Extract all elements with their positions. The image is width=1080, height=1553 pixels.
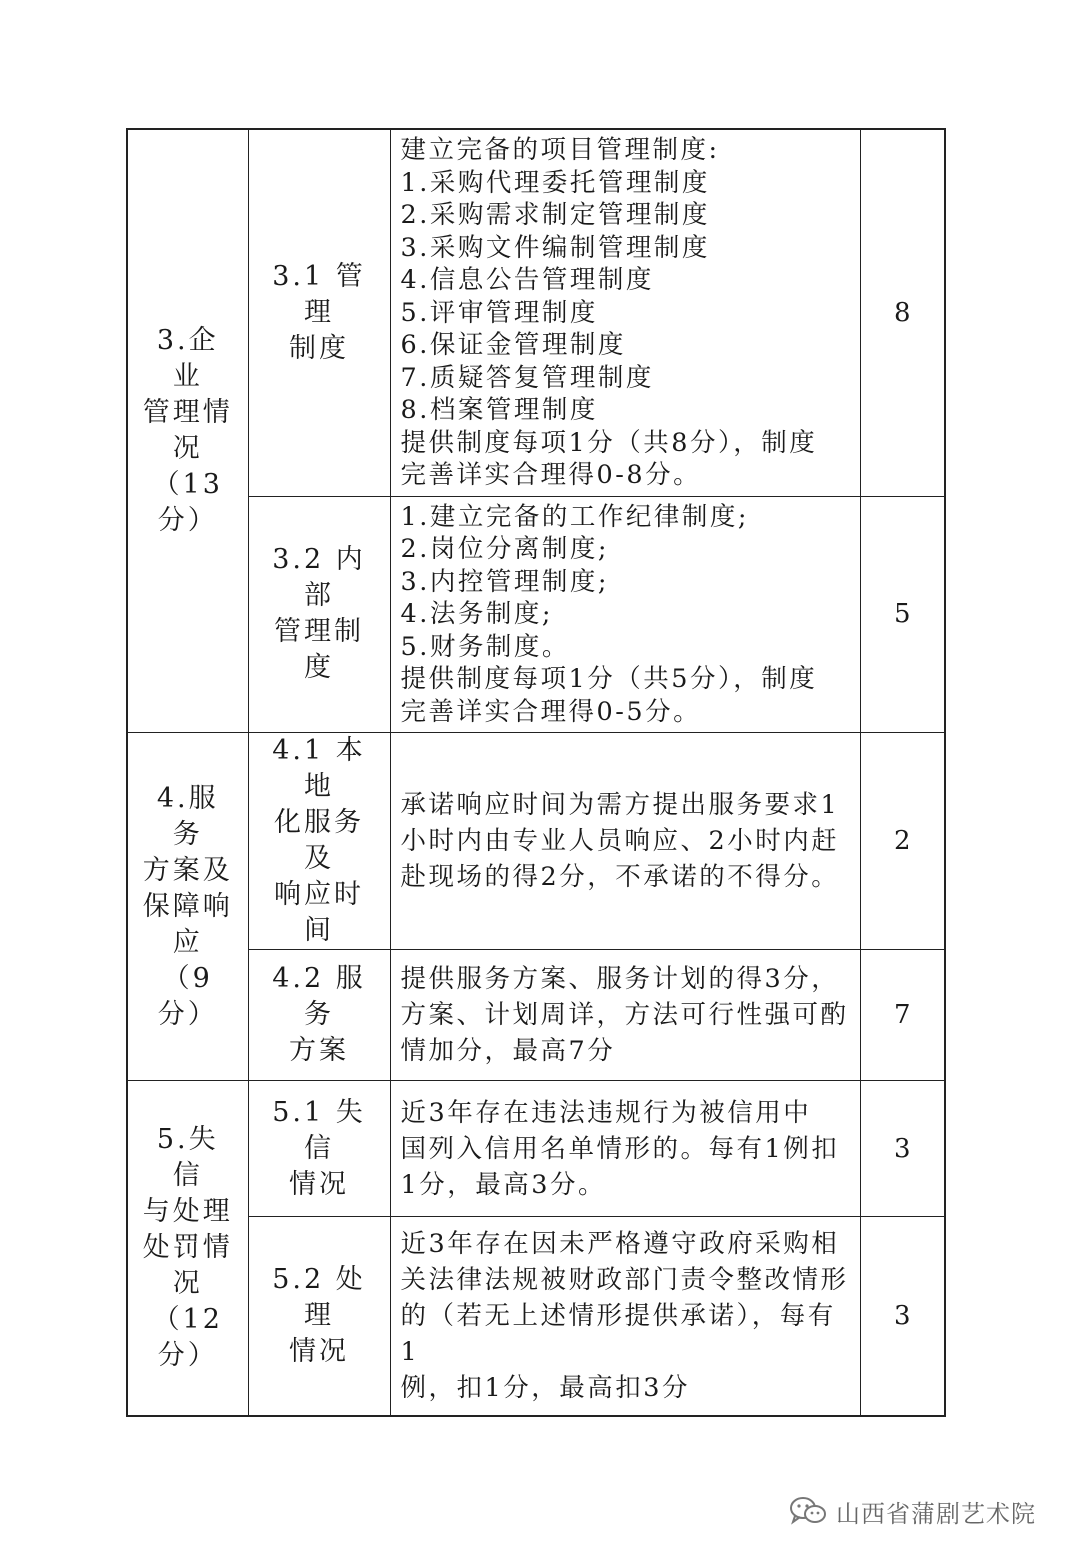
subitem-cell: 5.2 处理 情况 bbox=[248, 1217, 390, 1416]
scoring-table bbox=[126, 128, 946, 1417]
category-cell: 5.失信 与处理 处罚情 况 （12分） bbox=[127, 1081, 248, 1416]
watermark-text: 山西省蒲剧艺术院 bbox=[836, 1499, 1036, 1528]
criteria-cell: 近3年存在违法违规行为被信用中 国列入信用名单情形的。每有1例扣 1分，最高3分。 bbox=[390, 1081, 860, 1217]
points-cell: 8 bbox=[860, 129, 945, 496]
points-cell: 3 bbox=[860, 1217, 945, 1416]
table-row bbox=[127, 496, 945, 733]
subitem-cell: 4.1 本地 化服务及 响应时间 bbox=[248, 733, 390, 950]
points-cell: 5 bbox=[860, 496, 945, 733]
subitem-cell: 4.2 服务 方案 bbox=[248, 950, 390, 1081]
points-cell: 7 bbox=[860, 950, 945, 1081]
criteria-cell: 1.建立完备的工作纪律制度; 2.岗位分离制度; 3.内控管理制度; 4.法务制度; 5.财务制度。 提供制度每项1分（共5分），制度 完善详实合理得0-5分。 bbox=[390, 496, 860, 733]
table-row bbox=[127, 950, 945, 1081]
category-cell: 3.企业 管理情 况 （13分） bbox=[127, 129, 248, 733]
subitem-cell: 3.1 管理 制度 bbox=[248, 129, 390, 496]
table-row bbox=[127, 129, 945, 496]
watermark bbox=[788, 1493, 1036, 1529]
points-cell: 3 bbox=[860, 1081, 945, 1217]
wechat-icon bbox=[788, 1495, 828, 1527]
subitem-cell: 3.2 内部 管理制度 bbox=[248, 496, 390, 733]
criteria-cell: 承诺响应时间为需方提出服务要求1 小时内由专业人员响应、2小时内赶 赴现场的得2分，不承诺的不得分。 bbox=[390, 733, 860, 950]
criteria-cell: 提供服务方案、服务计划的得3分， 方案、计划周详，方法可行性强可酌 情加分，最高7分 bbox=[390, 950, 860, 1081]
subitem-cell: 5.1 失信 情况 bbox=[248, 1081, 390, 1217]
points-cell: 2 bbox=[860, 733, 945, 950]
criteria-cell: 建立完备的项目管理制度: 1.采购代理委托管理制度 2.采购需求制定管理制度 3.采购文件编制管理制度 4.信息公告管理制度 5.评审管理制度 6.保证金管理制度 7.质疑答复管理制度 8.档案管理制度 提供制度每项1分（共8分），制度 完善详实合理得0-8分。 bbox=[390, 129, 860, 496]
criteria-cell: 近3年存在因未严格遵守政府采购相 关法律法规被财政部门责令整改情形 的（若无上述情形提供承诺），每有1 例，扣1分，最高扣3分 bbox=[390, 1217, 860, 1416]
table-row bbox=[127, 1217, 945, 1416]
category-cell: 4.服务 方案及 保障响 应 （9分） bbox=[127, 733, 248, 1081]
table-row bbox=[127, 1081, 945, 1217]
table-row bbox=[127, 733, 945, 950]
